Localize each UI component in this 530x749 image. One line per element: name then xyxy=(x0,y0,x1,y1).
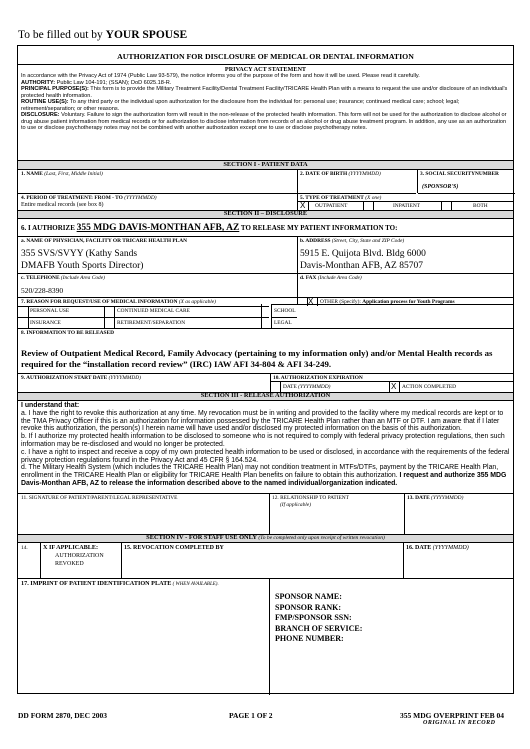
release-term-b: b. If I authorize my protected health information to be disclosed to someone who is not required to comply with federal privacy protection regulations, then such information may be re-disclosed and would no longer be protected. xyxy=(21,433,505,448)
field-b-address-label: b. ADDRESS (Street, City, State and ZIP Code) xyxy=(300,238,405,244)
option-school: SCHOOL xyxy=(274,308,296,314)
section-1-title: SECTION I - PATIENT DATA xyxy=(223,161,308,168)
release-term-a: a. I have the right to revoke this authorization at any time. My revocation must be in writing and provided to the facility where my medical records are kept or to the TMA Privacy Officer if this is an authorization for information possessed by the TRICARE Health Plan rather than an MTF or DTF. I am aware that if I later revoke this authorization, the person(s) I herein name will have used and/or disclosed my protected information on the basis of this authorization. xyxy=(21,409,504,433)
release-terms xyxy=(21,402,510,488)
option-continued-medical-care: CONTINUED MEDICAL CARE xyxy=(117,308,190,314)
field-c-telephone-label: c. TELEPHONE (Include Area Code) xyxy=(21,275,105,281)
continued-care-checkbox[interactable] xyxy=(105,307,112,314)
field-14-label: 14. xyxy=(21,545,28,551)
inpatient-checkbox[interactable] xyxy=(365,202,372,209)
footer-form-number: DD FORM 2870, DEC 2003 xyxy=(18,711,107,720)
inpatient-option: INPATIENT xyxy=(393,203,421,209)
expiration-date-checkbox[interactable] xyxy=(271,383,278,390)
option-legal: LEGAL xyxy=(274,320,292,326)
sponsor-info xyxy=(275,592,362,645)
both-option: BOTH xyxy=(473,203,488,209)
action-completed-checkbox[interactable]: X xyxy=(391,382,397,391)
section-3-title: SECTION III - RELEASE AUTHORIZATION xyxy=(200,392,331,399)
field-14-x-if-applicable: X IF APPLICABLE: xyxy=(43,544,99,551)
footer-original-in-record: ORIGINAL IN RECORD xyxy=(423,720,496,726)
retirement-checkbox[interactable] xyxy=(105,319,112,326)
section-2-title: SECTION II – DISCLOSURE xyxy=(223,210,308,217)
field-4-period-label: 4. PERIOD OF TREATMENT: FROM - TO (YYYYMMDD) xyxy=(21,195,157,201)
field-11-signature-label: 11. SIGNATURE OF PATIENT/PARENT/LEGAL REPRESENTATIVE xyxy=(21,495,178,501)
outpatient-option: OUTPATIENT xyxy=(315,203,348,209)
recipient-telephone[interactable]: 520/228-8390 xyxy=(21,286,64,295)
legal-checkbox[interactable] xyxy=(262,319,269,326)
expiration-date-option: DATE (YYYYMMDD) xyxy=(283,384,331,390)
field-10-expiration-label: 10. AUTHORIZATION EXPIRATION xyxy=(273,375,363,381)
field-d-fax-label: d. FAX (Include Area Code) xyxy=(300,275,362,281)
release-term-d: d. The Military Health System (which includes the TRICARE Health Plan) may not condition treatment in MTFs/DTFs, payment by the TRICARE Health Plan, enrollment in the TRICARE Health Plan or eligibility for TRICARE Health Plan benefits on failure to obtain this authorization. I request and authorize 355 MDG Davis-Monthan AFB, AZ to release the information described above to the named individual/organization indicated. xyxy=(21,464,507,487)
footer-page-number: PAGE 1 OF 2 xyxy=(229,711,273,720)
release-terms-heading: I understand that: xyxy=(21,402,80,409)
recipient-address-line-2[interactable]: Davis-Monthan AFB, AZ 85707 xyxy=(300,261,423,271)
field-7-reason-label: 7. REASON FOR REQUEST/USE OF MEDICAL INFORMATION (X as applicable) xyxy=(21,299,216,305)
header-note-emphasis: YOUR SPOUSE xyxy=(105,29,188,41)
field-12-relationship-hint: (If applicable) xyxy=(280,502,311,508)
field-3-ssn-label: 3. SOCIAL SECURITYNUMBER xyxy=(420,171,499,177)
option-insurance: INSURANCE xyxy=(30,320,61,326)
recipient-address-line-1[interactable]: 5915 E. Quijota Blvd. Bldg 6000 xyxy=(300,249,426,259)
sponsor-name-label: SPONSOR NAME: xyxy=(275,592,342,601)
header-note-prefix: To be filled out by xyxy=(18,29,106,41)
other-reason-label: OTHER (Specify): Application process for Youth Programs xyxy=(320,299,455,305)
section-4-title: SECTION IV - FOR STAFF USE ONLY (To be completed only upon receipt of written revocation) xyxy=(146,534,385,541)
outpatient-checkbox[interactable]: X xyxy=(300,201,306,210)
authorization-revoked-checkbox[interactable] xyxy=(28,566,35,573)
field-12-relationship-label: 12. RELATIONSHIP TO PATIENT xyxy=(272,495,349,501)
release-term-c: c. I have a right to inspect and receive a copy of my own protected health information to be used or disclosed, in accordance with the requirements of the federal privacy protection regulations found in the Privacy Act and 45 CFR § 164.524. xyxy=(21,448,510,464)
recipient-name-line-1[interactable]: 355 SVS/SVYY (Kathy Sands xyxy=(21,249,138,259)
field-17-imprint-label: 17. IMPRINT OF PATIENT IDENTIFICATION PLATE ( WHEN AVAILABLE). xyxy=(21,580,219,587)
field-13-date-label: 13. DATE (YYYYMMDD) xyxy=(407,495,464,501)
option-retirement-separation: RETIREMENT/SEPARATION xyxy=(117,320,186,326)
privacy-disclosure: DISCLOSURE: Voluntary. Failure to sign the authorization form will result in the non-release of the protected health information. This form will not be used for the authorization to disclose alcohol or drug abuse patient information from medical records or for authorization to disclose information from records of an alcohol or drug abuse treatment program. In addition, any use as an authorization to use or disclose psychotherapy notes may not be combined with another authorization except one to use or disclose psychotherapy notes. xyxy=(21,112,507,131)
field-5-type-label: 5. TYPE OF TREATMENT (X one) xyxy=(300,195,382,201)
footer-overprint: 355 MDG OVERPRINT FEB 04 xyxy=(400,711,505,720)
field-16-date-label: 16. DATE (YYYYMMDD) xyxy=(406,545,469,551)
action-completed-option: ACTION COMPLETED xyxy=(402,384,457,390)
signature-field[interactable] xyxy=(21,504,265,532)
information-to-release[interactable]: Review of Outpatient Medical Record, Family Advocacy (pertaining to my information only) and/or Mental Health records as required for the “installation record review” (IRC) IAW AFI 34-804 & AFI 34-249. xyxy=(21,348,493,369)
field-3-ssn-sublabel: (SPONSOR'S) xyxy=(422,184,459,190)
field-1-name-label: 1. NAME (Last, First, Middle Initial) xyxy=(21,171,103,177)
sponsor-rank-label: SPONSOR RANK: xyxy=(275,602,342,612)
field-6-authorize: 6. I AUTHORIZE 355 MDG DAVIS-MONTHAN AFB, AZ TO RELEASE MY PATIENT INFORMATION TO: xyxy=(21,223,398,233)
recipient-name-line-2[interactable]: DMAFB Youth Sports Director) xyxy=(21,261,144,271)
privacy-heading: PRIVACY ACT STATEMENT xyxy=(224,66,307,73)
phone-number-label: PHONE NUMBER: xyxy=(275,634,344,643)
form-title: AUTHORIZATION FOR DISCLOSURE OF MEDICAL OR DENTAL INFORMATION xyxy=(117,52,414,61)
field-9-start-date-label: 9. AUTHORIZATION START DATE (YYYYMMDD) xyxy=(21,375,141,381)
other-reason-checkbox[interactable]: X xyxy=(308,297,314,306)
field-15-revocation-label: 15. REVOCATION COMPLETED BY xyxy=(124,545,224,551)
field-4-period-value[interactable]: Entire medical records (see box 8) xyxy=(21,202,104,208)
authorization-form xyxy=(17,45,514,694)
privacy-intro: In accordance with the Privacy Act of 1974 (Public Law 93-579), the notice informs you of the purpose of the form and how it will be used. Please read it carefully. xyxy=(21,73,420,79)
privacy-routine-uses: ROUTINE USE(S): To any third party or the individual upon authorization for the disclosure from the individual for: personal use; insurance; continued medical care; school; legal; retirement/separation; or other reasons. xyxy=(21,99,460,112)
insurance-checkbox[interactable] xyxy=(19,319,26,326)
option-personal-use: PERSONAL USE xyxy=(30,308,70,314)
sponsor-ssn-label: FMP/SPONSOR SSN: xyxy=(275,613,352,622)
authorized-facility: 355 MDG DAVIS-MONTHAN AFB, AZ xyxy=(76,223,240,233)
field-8-information-label: 8. INFORMATION TO BE RELEASED xyxy=(21,330,115,336)
privacy-statement xyxy=(21,73,509,132)
other-reason-value: Application process for Youth Programs xyxy=(362,299,455,305)
privacy-authority: AUTHORITY: Public Law 104-191; (SSAN); DoD 6025.18-R. xyxy=(21,79,172,86)
privacy-purpose: PRINCIPAL PURPOSE(S): This form is to provide the Military Treatment Facility/Dental Treatment Facility/TRICARE Health Plan with a means to request the use and/or disclosure of an individual's protected health information. xyxy=(21,86,508,99)
field-a-recipient-label: a. NAME OF PHYSICIAN, FACILITY OR TRICARE HEALTH PLAN xyxy=(21,238,188,244)
header-note xyxy=(18,29,187,42)
authorization-revoked-line-2: REVOKED xyxy=(55,561,84,567)
authorization-revoked-line-1: AUTHORIZATION xyxy=(55,553,104,559)
branch-of-service-label: BRANCH OF SERVICE: xyxy=(275,623,363,633)
field-2-dob-label: 2. DATE OF BIRTH (YYYYMMDD) xyxy=(300,171,381,177)
personal-use-checkbox[interactable] xyxy=(19,307,26,314)
school-checkbox[interactable] xyxy=(262,306,269,313)
both-checkbox[interactable] xyxy=(443,202,450,209)
